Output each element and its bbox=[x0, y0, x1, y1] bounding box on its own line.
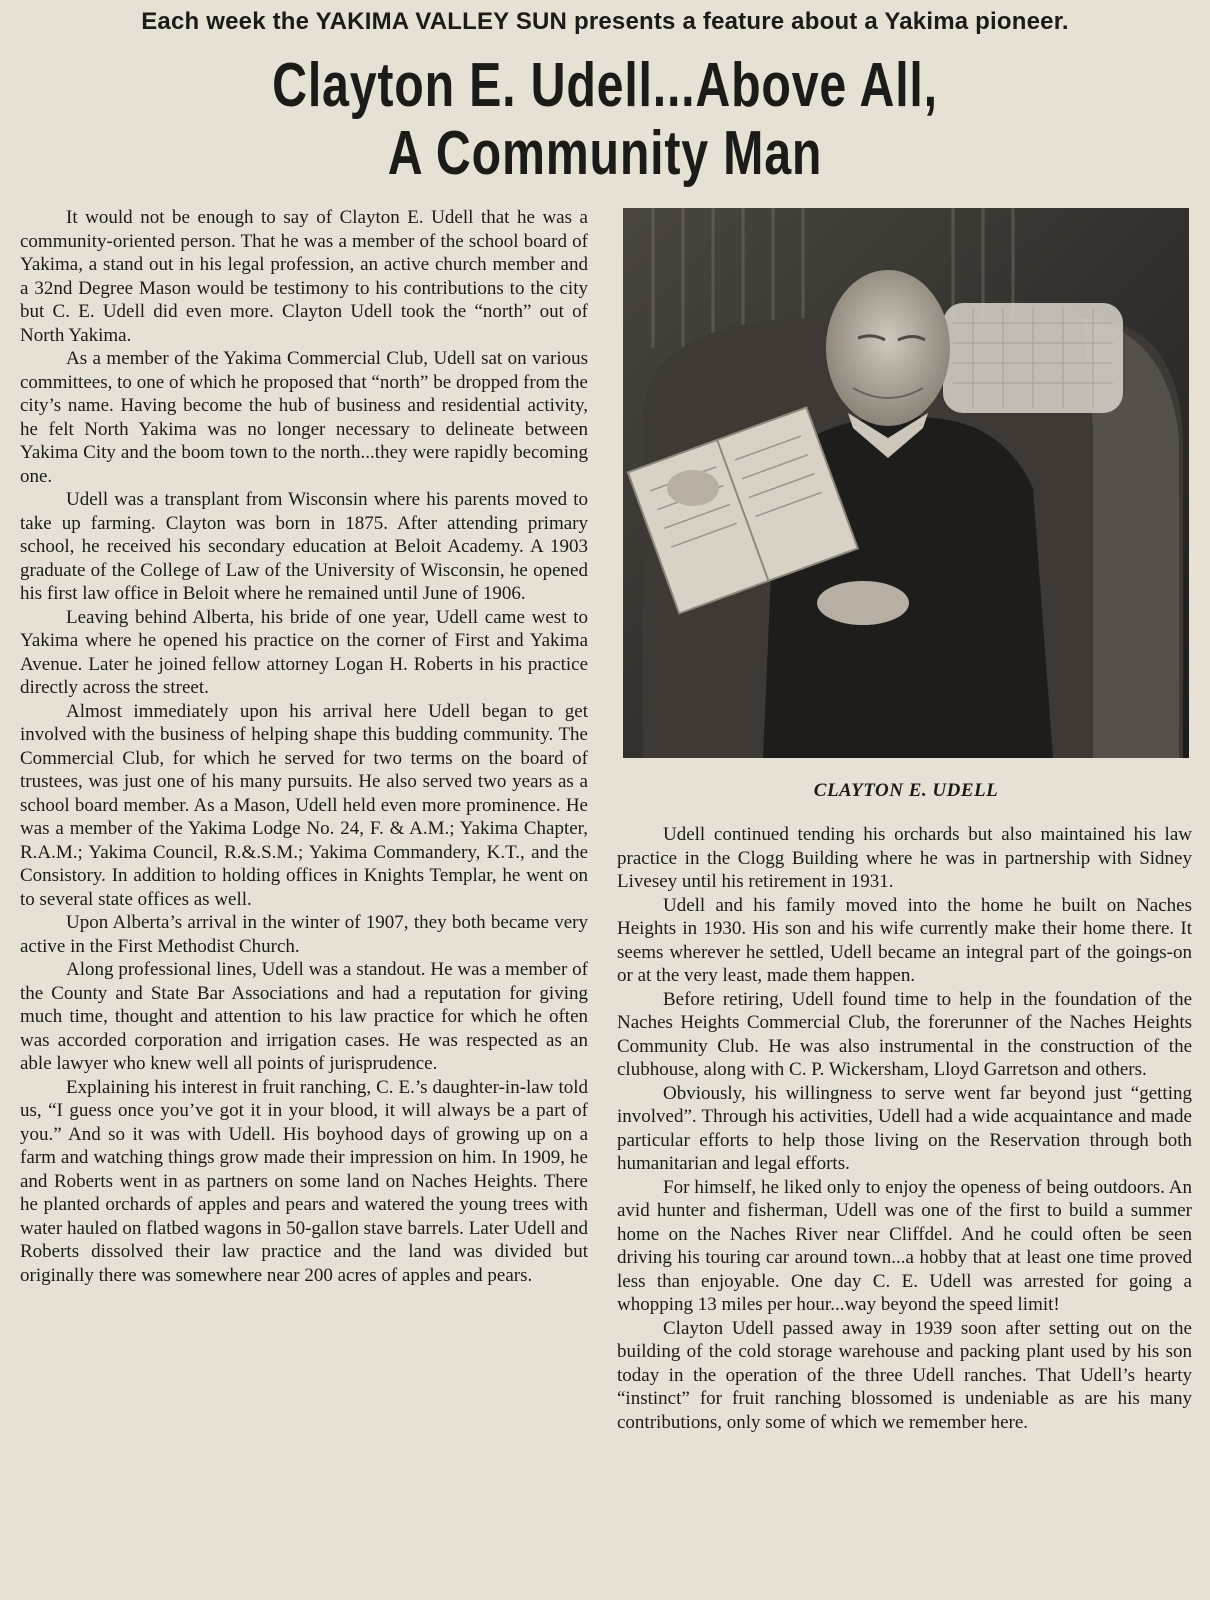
body-paragraph: Explaining his interest in fruit ranching, C. E.’s daughter-in-law told us, “I guess once you’ve got it in your blood, it will always be a part of you.” And so it was with Udell. His boyhood days of growing up on a farm and watching things grow made their impression on him. In 1909, he and Roberts went in as partners on some land on Naches Heights. There he planted orchards of apples and pears and watered the young trees with water hauled on flatbed wagons in 50-gallon stave barrels. Later Udell and Roberts dissolved their law practice and the land was divided but originally there was somewhere near 200 acres of apples and pears. bbox=[20, 1076, 588, 1286]
right-column bbox=[617, 823, 1192, 1575]
headline bbox=[133, 52, 1077, 188]
body-paragraph: Obviously, his willingness to serve went far beyond just “getting involved”. Through his activities, Udell had a wide acquaintance and made particular efforts to help those living on the Reservation through both humanitarian and legal efforts. bbox=[617, 1082, 1192, 1174]
headline-line-1: Clayton E. Udell...Above All, bbox=[272, 51, 938, 120]
body-paragraph: Clayton Udell passed away in 1939 soon after setting out on the building of the cold storage warehouse and packing plant used by his son today in the operation of the three Udell ranches. That Udell’s hearty “instinct” for fruit ranching blossomed is undeniable as are his many contributions, only some of which we remember here. bbox=[617, 1317, 1192, 1433]
body-paragraph: Along professional lines, Udell was a standout. He was a member of the County and State Bar Associations and had a reputation for giving much time, thought and attention to his law practice for which he often was accorded corporation and irrigation cases. He was respected as an able lawyer who knew well all points of jurisprudence. bbox=[20, 959, 588, 1074]
body-paragraph: As a member of the Yakima Commercial Club, Udell sat on various committees, to one of which he proposed that “north” be dropped from the city’s name. Having become the hub of business and residential activity, he felt North Yakima was no longer necessary to delineate between Yakima City and the boom town to the north...they were rapidly becoming one. bbox=[20, 348, 588, 487]
left-column bbox=[20, 206, 588, 1591]
feature-kicker: Each week the YAKIMA VALLEY SUN presents a feature about a Yakima pioneer. bbox=[141, 8, 1069, 35]
body-paragraph: Leaving behind Alberta, his bride of one year, Udell came west to Yakima where he opened his practice on the corner of First and Yakima Avenue. Later he joined fellow attorney Logan H. Roberts in his practice directly across the street. bbox=[20, 606, 588, 698]
body-paragraph: Udell was a transplant from Wisconsin where his parents moved to take up farming. Clayton was born in 1875. After attending primary school, he received his secondary education at Beloit Academy. A 1903 graduate of the College of Law of the University of Wisconsin, he opened his first law office in Beloit where he remained until June of 1906. bbox=[20, 489, 588, 604]
body-paragraph: Udell and his family moved into the home he built on Naches Heights in 1930. His son and his wife currently make their home there. It seems wherever he settled, Udell became an integral part of the goings-on or at the very least, made them happen. bbox=[617, 894, 1192, 986]
body-paragraph: For himself, he liked only to enjoy the openess of being outdoors. An avid hunter and fisherman, Udell was one of the first to build a summer home on the Naches River near Cliffdel. And he could often be seen driving his touring car around town...a hobby that at least one time proved less than enjoyable. One day C. E. Udell was arrested for going a whopping 13 miles per hour...way beyond the speed limit! bbox=[617, 1176, 1192, 1315]
headline-line-2: A Community Man bbox=[387, 119, 823, 188]
photo-caption: CLAYTON E. UDELL bbox=[813, 780, 999, 801]
body-paragraph: Before retiring, Udell found time to help in the foundation of the Naches Heights Commercial Club, the forerunner of the Naches Heights Community Club. He was also instrumental in the construction of the clubhouse, along with C. P. Wickersham, Lloyd Garretson and others. bbox=[617, 988, 1192, 1080]
body-paragraph: It would not be enough to say of Clayton E. Udell that he was a community-oriented person. That he was a member of the school board of Yakima, a stand out in his legal profession, an active church member and a 32nd Degree Mason would be testimony to his contributions to the city but C. E. Udell did even more. Clayton Udell took the “north” out of North Yakima. bbox=[20, 207, 588, 346]
body-paragraph: Udell continued tending his orchards but also maintained his law practice in the Clogg Building where he was in partnership with Sidney Livesey until his retirement in 1931. bbox=[617, 824, 1192, 892]
body-paragraph: Upon Alberta’s arrival in the winter of 1907, they both became very active in the First Methodist Church. bbox=[20, 912, 588, 957]
body-paragraph: Almost immediately upon his arrival here Udell began to get involved with the business of helping shape this budding community. The Commercial Club, for which he served for two terms on the board of trustees, was just one of his many pursuits. He also served two years as a school board member. As a Mason, Udell held even more prominence. He was a member of the Yakima Lodge No. 24, F. & A.M.; Yakima Chapter, R.A.M.; Yakima Council, R.&.S.M.; Yakima Commandery, K.T., and the Consistory. In addition to holding offices in Knights Templar, he went on to several state offices as well. bbox=[20, 700, 588, 910]
portrait-photo bbox=[623, 208, 1189, 758]
